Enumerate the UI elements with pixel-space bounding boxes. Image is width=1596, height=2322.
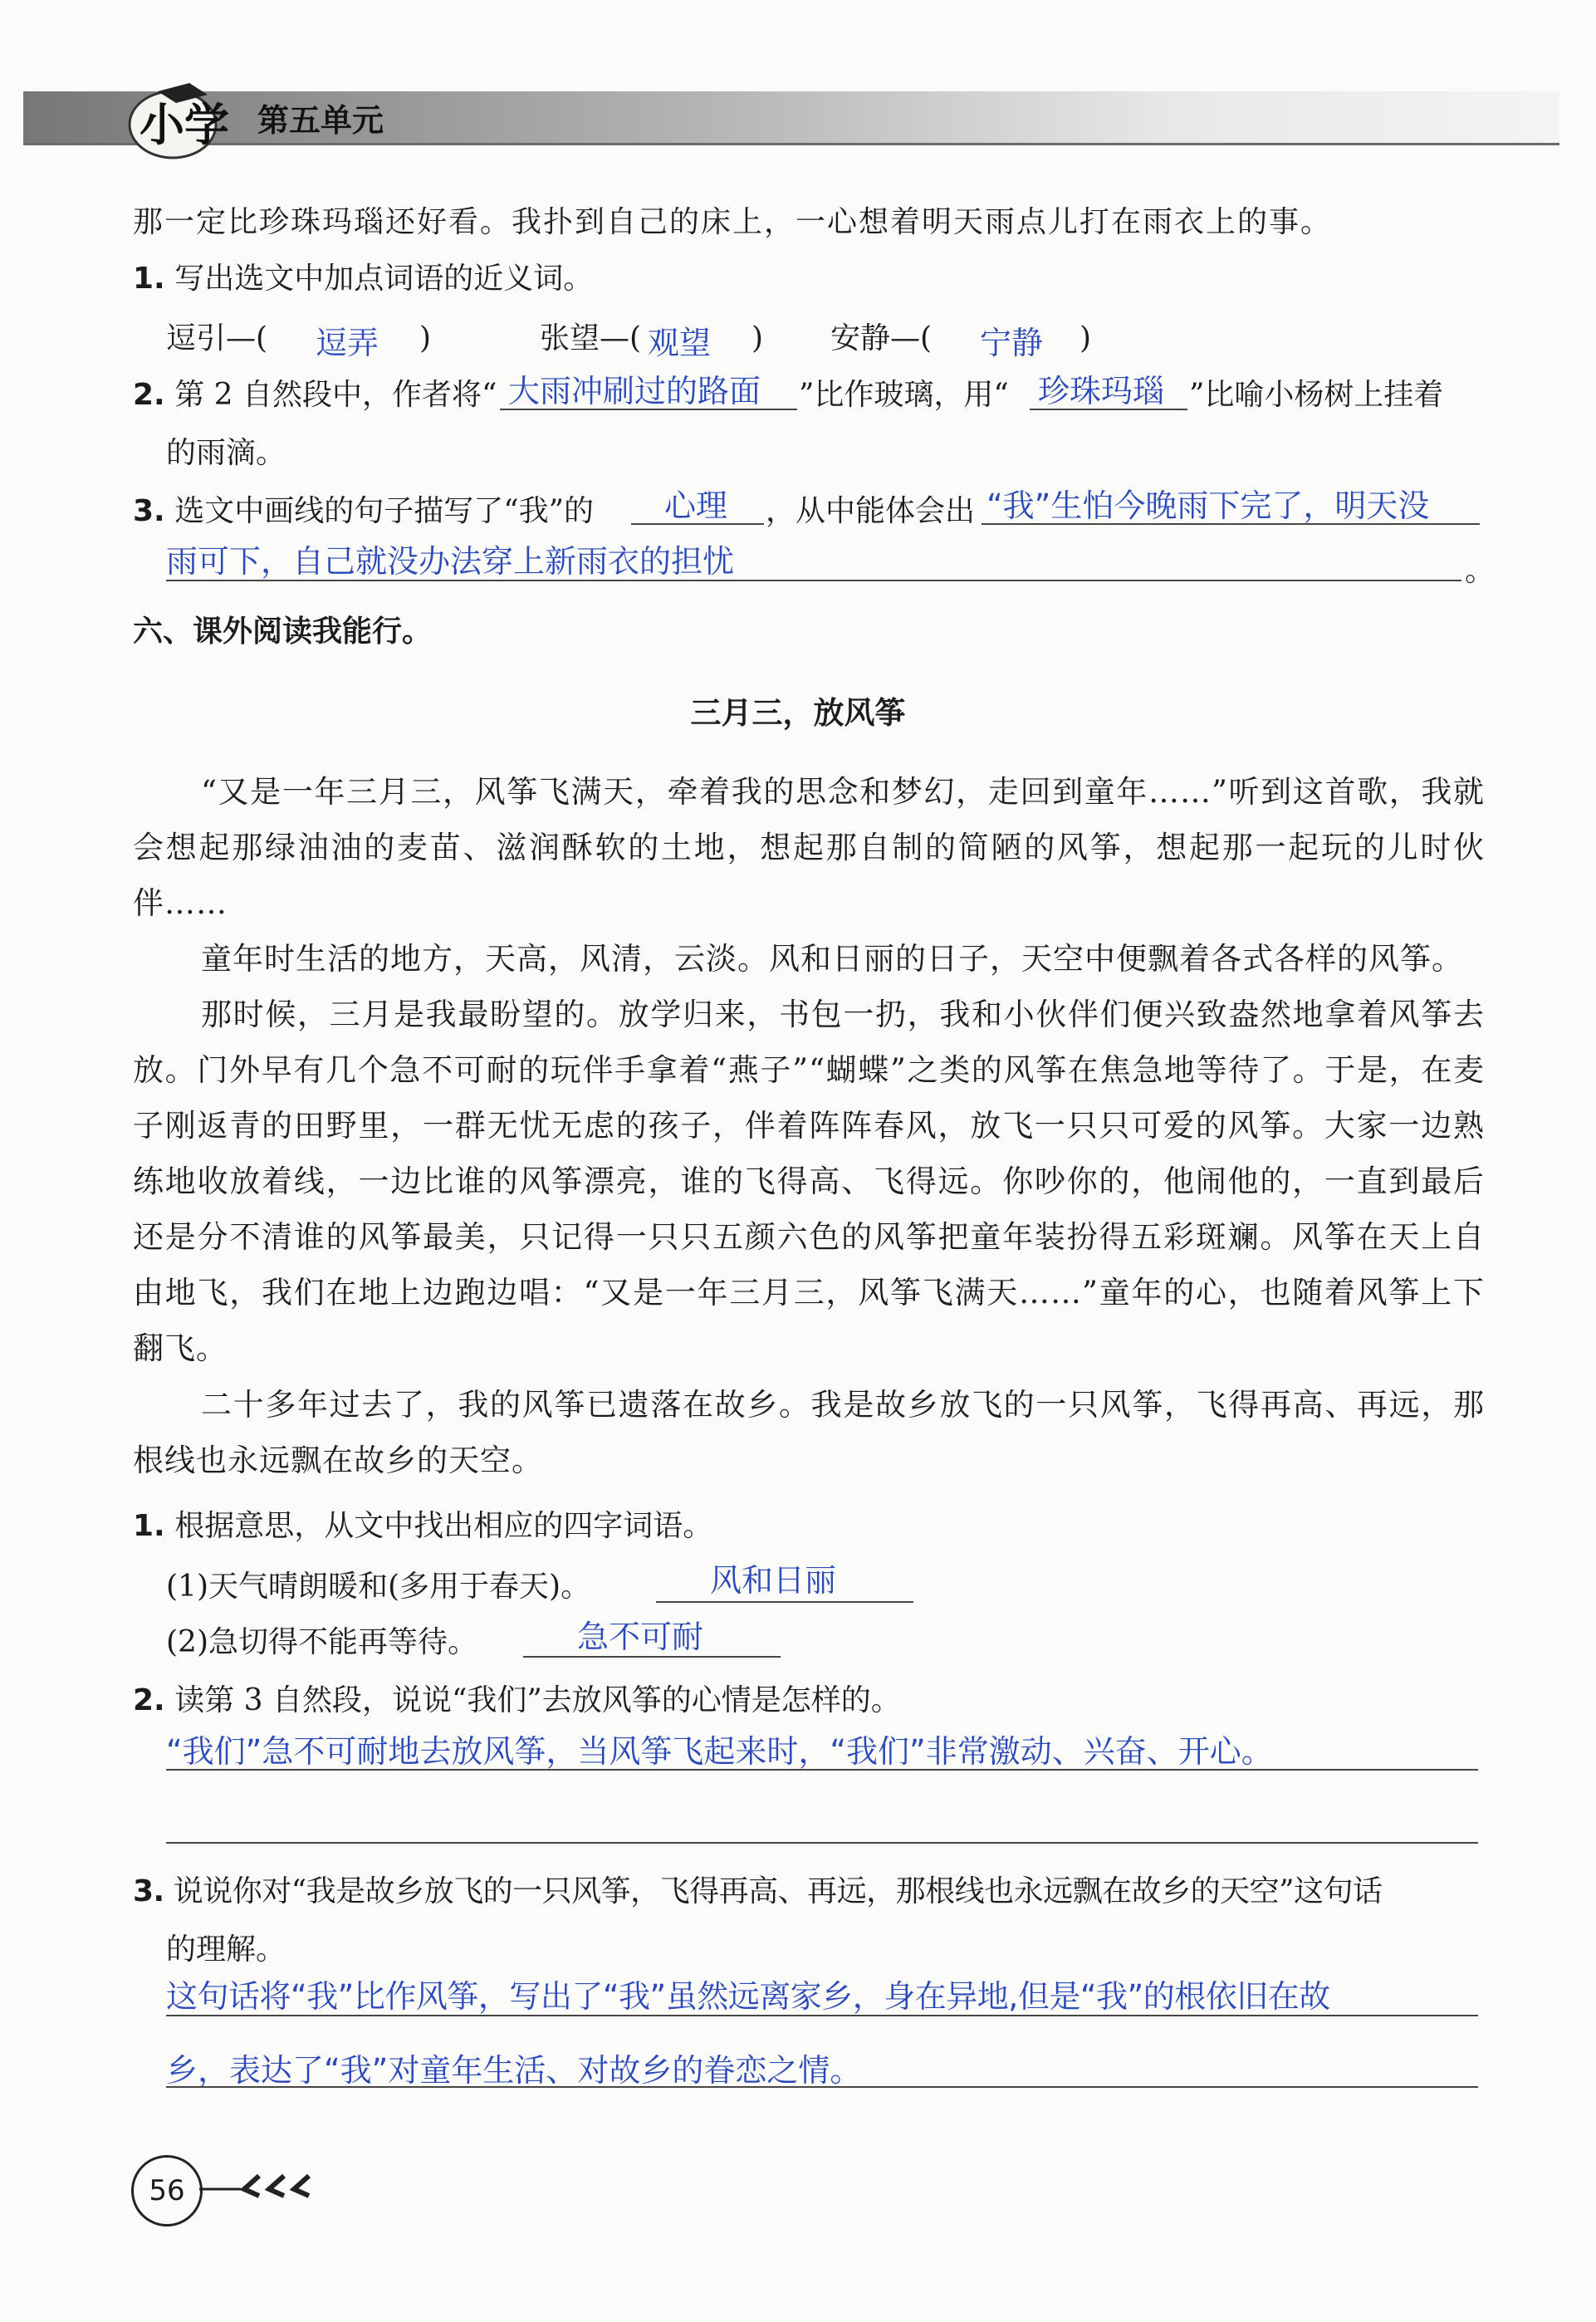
p6-q2-prompt bbox=[133, 1683, 901, 1717]
q1-item-1 bbox=[166, 321, 268, 355]
p6-q3-number: 3. bbox=[133, 1874, 164, 1908]
q1-answer-3: 宁静 bbox=[980, 325, 1044, 361]
q2-line-1 bbox=[133, 380, 497, 410]
q1-answer-1: 逗弄 bbox=[316, 325, 379, 361]
q1-word-3: 安静—( bbox=[830, 321, 933, 355]
q2-blank-1 bbox=[500, 409, 797, 410]
q2-text-1: 第 2 自然段中，作者将“ bbox=[174, 378, 497, 412]
p6-q1-blank-2 bbox=[523, 1656, 781, 1658]
q1-answer-2: 观望 bbox=[648, 325, 712, 361]
p6-q1-blank-1 bbox=[656, 1601, 913, 1603]
passage-paragraph-3: 那时候，三月是我最盼望的。放学归来，书包一扔，我和小伙伴们便兴致盎然地拿着风筝去放。门外早有几个急不可耐的玩伴手拿着“燕子”“蝴蝶”之类的风筝在焦急地等待了。于是，在麦子刚返青的田野里，一群无忧无虑的孩子，伴着阵阵春风，放飞一只只可爱的风筝。大家一边熟练地收放着线，一边比谁的风筝漂亮，谁的飞得高、飞得远。你吵你的，他闹他的，一直到最后还是分不清谁的风筝最美，只记得一只只五颜六色的风筝把童年装扮得五彩斑斓。风筝在天上自由地飞，我们在地上边跑边唱：“又是一年三月三，风筝飞满天……”童年的心，也随着风筝上下翻飞。 bbox=[133, 997, 1485, 1366]
q3-answer-3: 雨可下，自己就没办法穿上新雨衣的担忧 bbox=[166, 543, 735, 580]
passage-paragraph-1: “又是一年三月三，风筝飞满天，牵着我的思念和梦幻，走回到童年……”听到这首歌，我就会想起那绿油油的麦苗、滋润酥软的土地，想起那自制的简陋的风筝，想起那一起玩的儿时伙伴…… bbox=[133, 774, 1485, 921]
q1-text: 写出选文中加点词语的近义词。 bbox=[174, 262, 594, 296]
page-arrows-icon bbox=[199, 2169, 332, 2202]
q1-word-1: 逗引—( bbox=[166, 321, 268, 355]
top-line: 那一定比珍珠玛瑙还好看。我扑到自己的床上，一心想着明天雨点儿打在雨衣上的事。 bbox=[133, 205, 1333, 239]
q2-answer-2: 珍珠玛瑙 bbox=[1038, 373, 1165, 409]
p6-q1-sub1: (1)天气晴朗暖和(多用于春天)。 bbox=[166, 1570, 591, 1604]
q2-text-2: ”比作玻璃，用“ bbox=[799, 378, 1009, 412]
p6-q3-answer-1: 这句话将“我”比作风筝，写出了“我”虽然远离家乡，身在异地,但是“我”的根依旧在故 bbox=[166, 1978, 1330, 2015]
q2-text-3: ”比喻小杨树上挂着 bbox=[1189, 378, 1444, 412]
q3-blank-2 bbox=[982, 523, 1480, 525]
q2-text-4: 的雨滴。 bbox=[166, 436, 286, 470]
q3-blank-3 bbox=[166, 580, 1461, 581]
p6-q3-text-1: 说说你对“我是故乡放飞的一只风筝，飞得再高、再远，那根线也永远飘在故乡的天空”这句话 bbox=[173, 1874, 1383, 1908]
p6-q1-answer-2: 急不可耐 bbox=[577, 1619, 704, 1655]
p6-q1-text: 根据意思，从文中找出相应的四字词语。 bbox=[174, 1509, 713, 1543]
p6-q3-answer-2: 乡，表达了“我”对童年生活、对故乡的眷恋之情。 bbox=[166, 2052, 862, 2089]
passage-paragraph-2: 童年时生活的地方，天高，风清，云淡。风和日丽的日子，天空中便飘着各式各样的风筝。 bbox=[201, 941, 1463, 977]
q1-word-2: 张望—( bbox=[540, 321, 642, 355]
q3-answer-2: “我”生怕今晚雨下完了，明天没 bbox=[986, 487, 1430, 524]
p6-q3-text-2: 的理解。 bbox=[166, 1933, 286, 1967]
p6-q3-prompt bbox=[133, 1874, 1383, 1908]
q1-prompt bbox=[133, 264, 593, 294]
unit-title: 第五单元 bbox=[257, 102, 384, 139]
p6-q1-prompt bbox=[133, 1511, 712, 1541]
q2-answer-1: 大雨冲刷过的路面 bbox=[508, 373, 761, 409]
q3-text-2: ，从中能体会出 bbox=[766, 494, 976, 528]
q2-blank-2 bbox=[1030, 409, 1187, 410]
passage-paragraph-4: 二十多年过去了，我的风筝已遗落在故乡。我是故乡放飞的一只风筝，飞得再高、再远，那根线也永远飘在故乡的天空。 bbox=[133, 1387, 1485, 1478]
section-heading: 六、课外阅读我能行。 bbox=[133, 615, 433, 649]
page-number: 56 bbox=[131, 2155, 203, 2226]
q3-number: 3. bbox=[133, 494, 165, 528]
q1-close-2: ) bbox=[751, 321, 764, 355]
p6-q2-blank-2 bbox=[166, 1842, 1478, 1844]
q3-line-1 bbox=[133, 494, 594, 528]
q1-close-1: ) bbox=[419, 321, 432, 355]
p6-q1-sub2: (2)急切得不能再等待。 bbox=[166, 1625, 477, 1659]
p6-q1-number: 1. bbox=[133, 1509, 165, 1543]
p6-q2-number: 2. bbox=[133, 1683, 165, 1717]
q3-end: 。 bbox=[1465, 554, 1496, 588]
q1-number: 1. bbox=[133, 262, 165, 296]
p6-q2-text: 读第 3 自然段，说说“我们”去放风筝的心情是怎样的。 bbox=[174, 1683, 901, 1717]
q1-close-3: ) bbox=[1080, 321, 1092, 355]
q2-number: 2. bbox=[133, 378, 165, 412]
logo-text: 小学 bbox=[140, 99, 229, 151]
p6-q2-answer: “我们”急不可耐地去放风筝，当风筝飞起来时，“我们”非常激动、兴奋、开心。 bbox=[166, 1733, 1273, 1770]
p6-q2-blank-1 bbox=[166, 1769, 1478, 1771]
p6-q1-answer-1: 风和日丽 bbox=[710, 1562, 837, 1599]
q3-blank-1 bbox=[631, 523, 764, 525]
passage-title: 三月三，放风筝 bbox=[690, 695, 906, 731]
p6-q3-blank-2 bbox=[166, 2086, 1478, 2088]
q3-text-1: 选文中画线的句子描写了“我”的 bbox=[174, 494, 594, 528]
header-bar bbox=[23, 91, 1559, 145]
q3-answer-1: 心理 bbox=[664, 487, 728, 524]
p6-q3-blank-1 bbox=[166, 2015, 1478, 2016]
